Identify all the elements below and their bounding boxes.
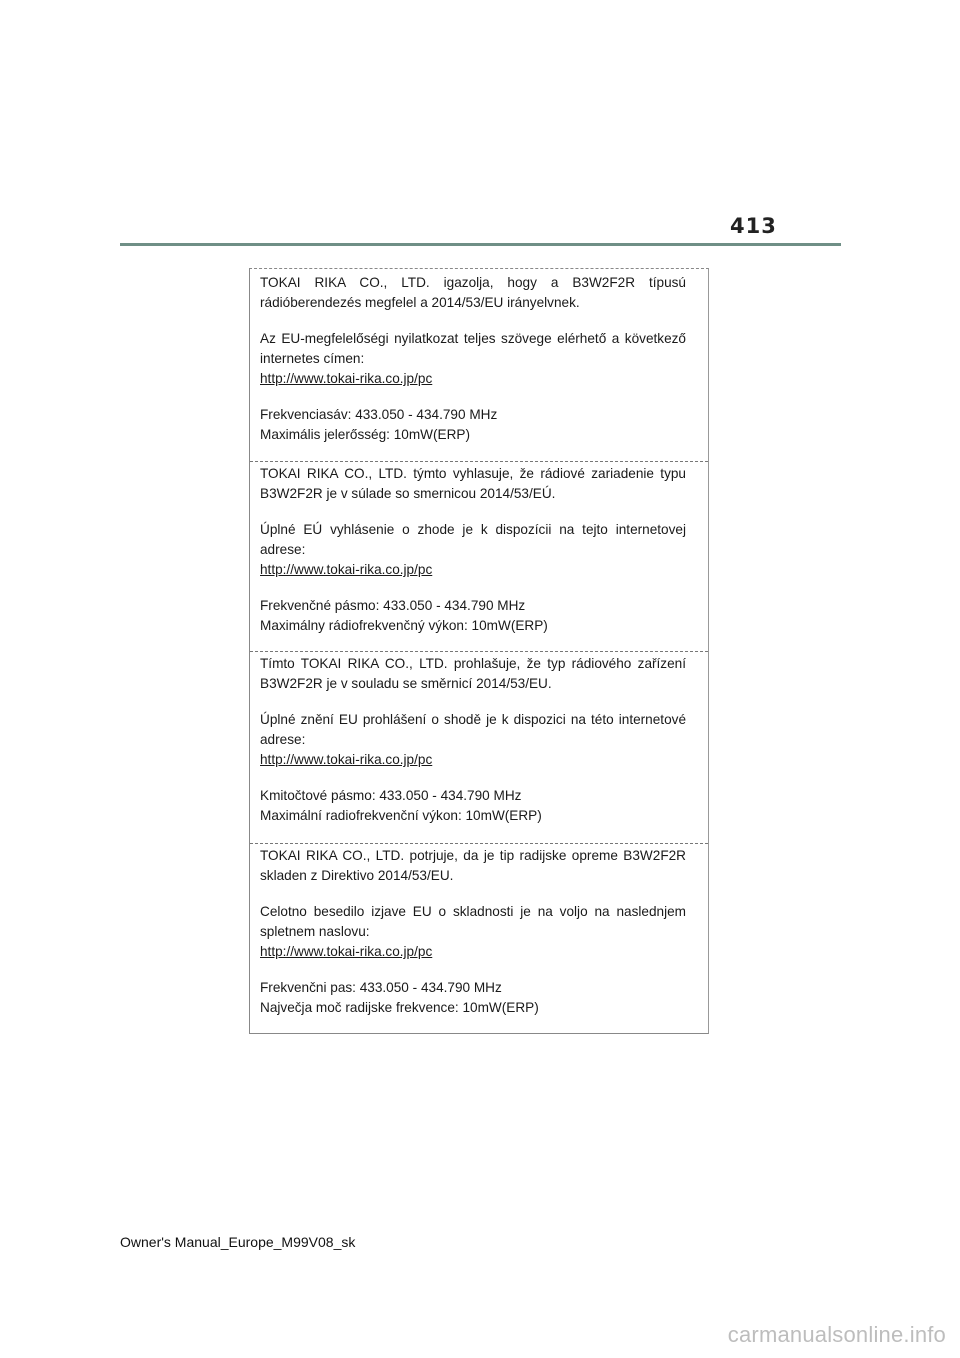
header-rule	[120, 243, 841, 246]
declaration-url-link[interactable]: http://www.tokai-rika.co.jp/pc	[260, 944, 433, 959]
declaration-power: Maximální radiofrekvenční výkon: 10mW(ERP)	[260, 808, 542, 823]
declaration-intro: TOKAI RIKA CO., LTD. igazolja, hogy a B3W2F2R típusú rádióberendezés megfelel a 2014/53/EU irányelvnek.	[260, 275, 686, 310]
declaration-full-text-note: Celotno besedilo izjave EU o skladnosti je na voljo na naslednjem spletnem naslovu:	[260, 904, 686, 939]
declaration-intro: TOKAI RIKA CO., LTD. týmto vyhlasuje, že rádiové zariadenie typu B3W2F2R je v súlade so smernicou 2014/53/EÚ.	[260, 466, 686, 501]
declaration-url-link[interactable]: http://www.tokai-rika.co.jp/pc	[260, 752, 433, 767]
declaration-slovenian	[250, 843, 708, 1018]
declaration-slovak	[250, 461, 708, 636]
page-number: 413	[730, 214, 777, 238]
declaration-frequency: Frekvenčni pas: 433.050 - 434.790 MHz	[260, 980, 502, 995]
declaration-hungarian	[250, 273, 708, 445]
declaration-full-text-note: Úplné znění EU prohlášení o shodě je k dispozici na této internetové adrese:	[260, 712, 686, 747]
declaration-full-text-note: Úplné EÚ vyhlásenie o zhode je k dispozícii na tejto internetovej adrese:	[260, 522, 686, 557]
declaration-frequency: Frekvenciasáv: 433.050 - 434.790 MHz	[260, 407, 498, 422]
declaration-power: Maximálny rádiofrekvenčný výkon: 10mW(ERP)	[260, 618, 548, 633]
declaration-box	[249, 268, 709, 1034]
declaration-czech	[250, 651, 708, 826]
declaration-power: Maximális jelerősség: 10mW(ERP)	[260, 427, 470, 442]
declaration-url-link[interactable]: http://www.tokai-rika.co.jp/pc	[260, 371, 433, 386]
declaration-full-text-note: Az EU-megfelelőségi nyilatkozat teljes szövege elérhető a következő internetes címen:	[260, 331, 686, 366]
declaration-intro: Tímto TOKAI RIKA CO., LTD. prohlašuje, že typ rádiového zařízení B3W2F2R je v souladu se směrnicí 2014/53/EU.	[260, 656, 686, 691]
declaration-intro: TOKAI RIKA CO., LTD. potrjuje, da je tip radijske opreme B3W2F2R skladen z Direktivo 2014/53/EU.	[260, 848, 686, 883]
declaration-power: Največja moč radijske frekvence: 10mW(ERP)	[260, 1000, 539, 1015]
manual-footer: Owner's Manual_Europe_M99V08_sk	[120, 1234, 356, 1250]
declaration-frequency: Frekvenčné pásmo: 433.050 - 434.790 MHz	[260, 598, 526, 613]
declaration-frequency: Kmitočtové pásmo: 433.050 - 434.790 MHz	[260, 788, 522, 803]
declaration-url-link[interactable]: http://www.tokai-rika.co.jp/pc	[260, 562, 433, 577]
site-watermark: carmanualsonline.info	[727, 1322, 946, 1347]
